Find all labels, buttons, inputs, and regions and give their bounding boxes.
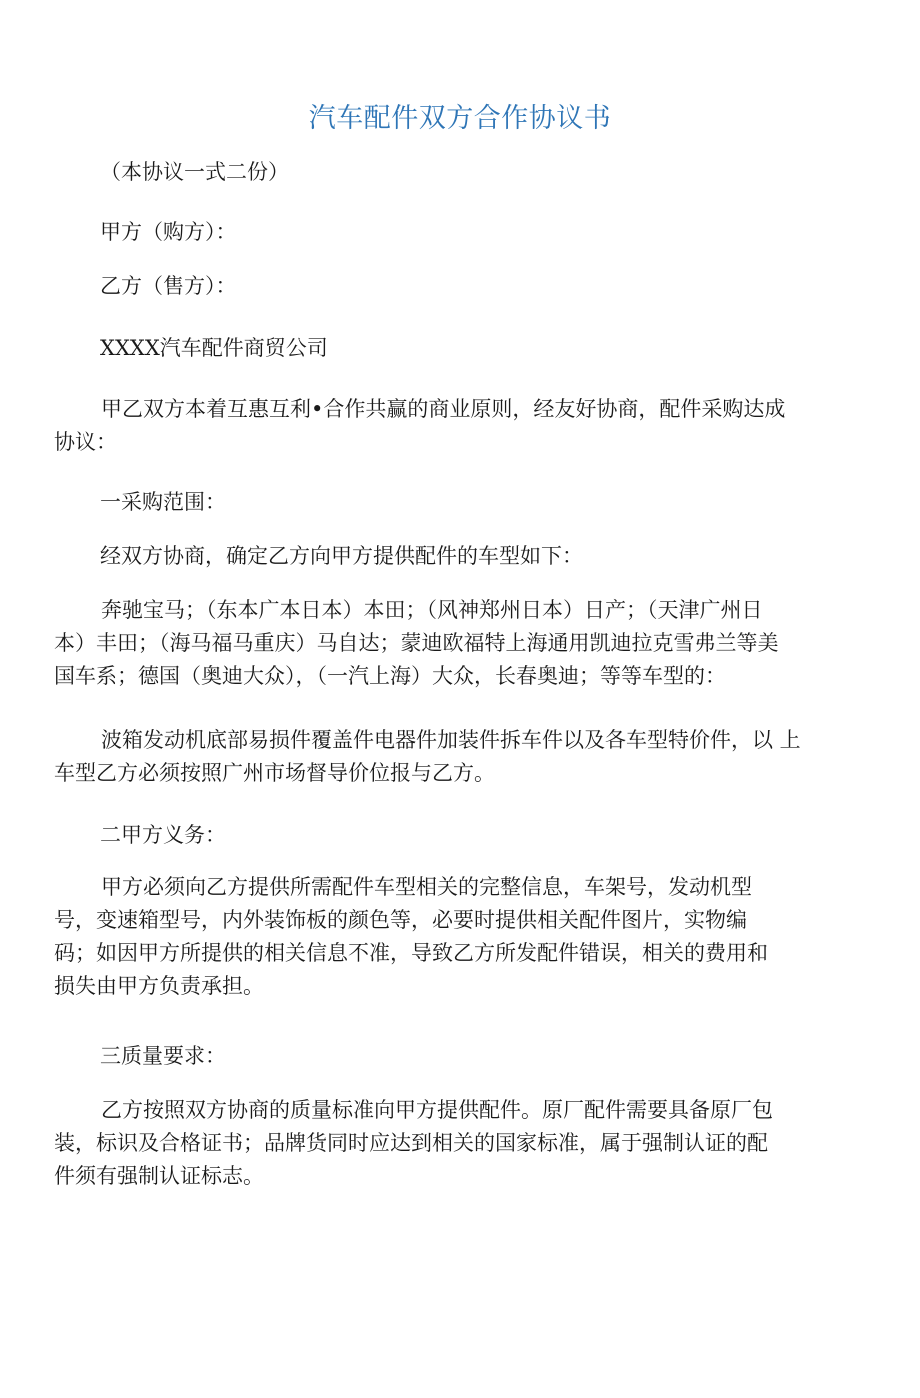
section-3-heading: 三质量要求： <box>100 1044 226 1068</box>
section-2-paragraph <box>54 871 864 1003</box>
models-line: 奔驰宝马；（东本广本日本）本田；（风神郑州日本）日产；（天津广州日 <box>101 598 763 622</box>
section-3-paragraph <box>54 1094 864 1193</box>
parts-line: 车型乙方必须按照广州市场督导价位报与乙方。 <box>54 761 495 785</box>
section-2-line: 甲方必须向乙方提供所需配件车型相关的完整信息，车架号，发动机型 <box>101 875 752 899</box>
section-3-line: 装，标识及合格证书；品牌货同时应达到相关的国家标准，属于强制认证的配 <box>54 1131 768 1155</box>
party-a-label: 甲方（购方）： <box>100 220 237 244</box>
parts-line: 波箱发动机底部易损件覆盖件电器件加装件拆车件以及各车型特价件，以 上 <box>101 728 801 752</box>
section-1-lead: 经双方协商，确定乙方向甲方提供配件的车型如下： <box>100 544 583 568</box>
company-name: XXXX汽车配件商贸公司 <box>100 336 328 360</box>
section-2-heading: 二甲方义务： <box>100 823 226 847</box>
section-1-parts-paragraph <box>54 724 864 790</box>
intro-paragraph <box>54 393 864 459</box>
party-b-label: 乙方（售方）： <box>100 274 237 298</box>
section-3-line: 件须有强制认证标志。 <box>54 1164 264 1188</box>
section-2-line: 号，变速箱型号，内外装饰板的颜色等，必要时提供相关配件图片，实物编 <box>54 908 747 932</box>
intro-line: 协议： <box>54 430 117 454</box>
models-line: 本）丰田；（海马福马重庆）马自达；蒙迪欧福特上海通用凯迪拉克雪弗兰等美 <box>54 631 779 655</box>
section-1-heading: 一采购范围： <box>100 490 226 514</box>
intro-line: 甲乙双方本着互惠互利•合作共赢的商业原则，经友好协商，配件采购达成 <box>101 397 786 421</box>
copies-note: （本协议一式二份） <box>100 160 289 184</box>
section-1-models-paragraph <box>54 594 864 693</box>
models-line: 国车系；德国（奥迪大众），（一汽上海）大众，长春奥迪；等等车型的： <box>54 664 726 688</box>
section-2-line: 码；如因甲方所提供的相关信息不准，导致乙方所发配件错误，相关的费用和 <box>54 941 768 965</box>
section-3-line: 乙方按照双方协商的质量标准向甲方提供配件。原厂配件需要具备原厂包 <box>101 1098 773 1122</box>
document-title: 汽车配件双方合作协议书 <box>308 103 612 134</box>
section-2-line: 损失由甲方负责承担。 <box>54 974 264 998</box>
